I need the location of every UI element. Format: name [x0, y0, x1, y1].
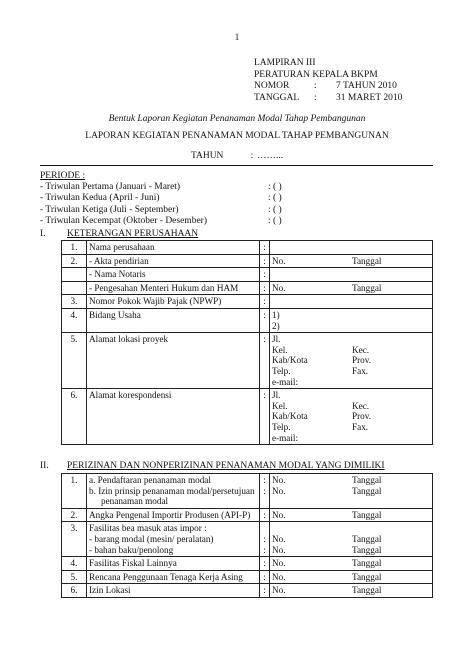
- tanggal-label: Tanggal: [352, 485, 382, 496]
- table-row: [62, 508, 433, 522]
- periode-block: [40, 171, 282, 227]
- colon-cell: :: [260, 254, 270, 268]
- kab-label: Kab/Kota: [272, 355, 308, 366]
- kel-label: Kel.: [272, 400, 288, 411]
- lampiran-line1: LAMPIRAN III: [254, 58, 316, 68]
- row-label: Rencana Penggunaan Tenaga Kerja Asing: [87, 570, 260, 584]
- kec-label: Kec.: [352, 344, 370, 355]
- row-number: 1.: [62, 241, 87, 255]
- value-cell[interactable]: [270, 570, 433, 584]
- prov-label: Prov.: [352, 411, 372, 422]
- periode-item-text: - Triwulan Kedua (April - Juni): [40, 193, 160, 204]
- colon-cell: :: [260, 389, 270, 445]
- fasilitas-label: Fasilitas bea masuk atas impor :: [89, 523, 207, 534]
- row-number: 2.: [62, 508, 87, 522]
- tanggal-colon: :: [314, 92, 317, 103]
- bidang-2: 2): [272, 320, 280, 331]
- table-row: [62, 389, 433, 445]
- empty-cell: [62, 268, 87, 282]
- tanggal-label: Tanggal: [352, 533, 382, 544]
- row-number: 2.: [62, 254, 87, 268]
- row-number: 5.: [62, 570, 87, 584]
- fasilitas-sub2: - bahan baku/penolong: [89, 544, 174, 555]
- section1-title: KETERANGAN PERUSAHAAN: [67, 229, 199, 239]
- colon-cell: : :: [260, 474, 270, 509]
- row-label: - Nama Notaris: [87, 268, 260, 282]
- tanggal-label: TANGGAL: [254, 92, 300, 103]
- nomor-colon: :: [314, 81, 317, 91]
- lampiran-line2: PERATURAN KEPALA BKPM: [254, 69, 378, 80]
- row-number: 1.: [62, 474, 87, 509]
- item-a: a. Pendaftaran penanaman modal: [89, 475, 211, 485]
- periode-checkbox[interactable]: : ( ): [268, 215, 282, 226]
- table-row: [62, 474, 433, 509]
- periode-item: [40, 182, 282, 193]
- colon-cell: :: [260, 508, 270, 522]
- table-row: [62, 295, 433, 309]
- row-label: [87, 474, 260, 509]
- tanggal-label: Tanggal: [352, 282, 382, 293]
- section1-number: I.: [40, 229, 46, 239]
- value-cell[interactable]: [270, 254, 433, 268]
- nomor-value: 7 TAHUN 2010: [336, 81, 397, 91]
- fasilitas-sub1: - barang modal (mesin/ peralatan): [89, 533, 214, 544]
- row-number: 5.: [62, 333, 87, 389]
- colon-cell: :: [260, 268, 270, 282]
- address-cell[interactable]: [270, 389, 433, 445]
- periode-item-text: - Triwulan Pertama (Januari - Maret): [40, 182, 181, 193]
- value-cell[interactable]: [270, 508, 433, 522]
- no-label: No.: [272, 558, 286, 569]
- kec-label: Kec.: [352, 400, 370, 411]
- page-number: 1: [234, 32, 240, 42]
- jl-label: Jl.: [272, 390, 281, 401]
- row-label: Izin Lokasi: [87, 584, 260, 598]
- row-label: Bidang Usaha: [87, 308, 260, 332]
- jl-label: Jl.: [272, 334, 281, 345]
- periode-item-text: - Triwulan Ketiga (Juli - September): [40, 204, 179, 215]
- no-label: No.: [272, 282, 286, 293]
- no-label: No.: [272, 509, 286, 520]
- no-label: No.: [272, 571, 286, 582]
- colon-cell: : :: [260, 522, 270, 557]
- table-row: [62, 254, 433, 268]
- colon-cell: :: [260, 570, 270, 584]
- periode-checkbox[interactable]: : ( ): [268, 182, 282, 193]
- row-label: Alamat lokasi proyek: [87, 333, 260, 389]
- value-cell[interactable]: [270, 295, 433, 309]
- table-row: [62, 308, 433, 332]
- table-row: [62, 584, 433, 598]
- tanggal-label: Tanggal: [352, 558, 382, 569]
- tanggal-label: Tanggal: [352, 255, 382, 266]
- tanggal-label: Tanggal: [352, 571, 382, 582]
- telp-label: Telp.: [272, 365, 291, 376]
- tanggal-label: Tanggal: [352, 585, 382, 596]
- periode-item: [40, 193, 282, 204]
- colon-cell: :: [260, 281, 270, 295]
- row-number: 3.: [62, 522, 87, 557]
- tanggal-label: Tanggal: [352, 509, 382, 520]
- colon-cell: :: [260, 557, 270, 571]
- colon-cell: :: [260, 308, 270, 332]
- colon-cell: :: [260, 241, 270, 255]
- no-label: No.: [272, 533, 286, 544]
- tanggal-label: Tanggal: [352, 544, 382, 555]
- no-label: No.: [272, 544, 286, 555]
- tanggal-value: 31 MARET 2010: [336, 92, 403, 103]
- row-label: Angka Pengenal Importir Produsen (API-P): [87, 508, 260, 522]
- periode-checkbox[interactable]: : ( ): [268, 204, 282, 215]
- address-cell[interactable]: [270, 333, 433, 389]
- no-label: No.: [272, 585, 286, 596]
- email-label: e-mail:: [272, 376, 299, 387]
- nomor-label: NOMOR: [254, 81, 290, 91]
- value-cell[interactable]: [270, 281, 433, 295]
- item-b: b. Izin prinsip penanaman modal/persetujuan penanaman modal: [89, 485, 255, 507]
- lampiran-nomor: [254, 81, 402, 93]
- report-title: LAPORAN KEGIATAN PENANAMAN MODAL TAHAP PEMBANGUNAN: [85, 131, 389, 141]
- table-row: [62, 522, 433, 557]
- tahun-label: TAHUN: [190, 151, 224, 161]
- row-number: 4.: [62, 308, 87, 332]
- periode-label: PERIODE :: [40, 171, 86, 181]
- lampiran-tanggal: [254, 93, 402, 105]
- row-label: Nomor Pokok Wajib Pajak (NPWP): [87, 295, 260, 309]
- colon-cell: :: [260, 584, 270, 598]
- row-number: 4.: [62, 557, 87, 571]
- value-cell[interactable]: [270, 522, 433, 557]
- value-cell[interactable]: [270, 308, 433, 332]
- no-label: No.: [272, 475, 286, 485]
- section1-heading: [40, 229, 198, 239]
- kab-label: Kab/Kota: [272, 411, 308, 422]
- periode-item: [40, 216, 282, 227]
- prov-label: Prov.: [352, 355, 372, 366]
- no-label: No.: [272, 255, 286, 266]
- table-row: [62, 241, 433, 255]
- section2-number: II.: [40, 461, 49, 471]
- tahun-colon: :: [250, 151, 254, 161]
- row-number: 6.: [62, 389, 87, 445]
- table-row: [62, 570, 433, 584]
- row-number: 6.: [62, 584, 87, 598]
- lampiran-block: [254, 58, 402, 104]
- row-label: Fasilitas Fiskal Lainnya: [87, 557, 260, 571]
- value-cell[interactable]: [270, 584, 433, 598]
- row-label: - Akta pendirian: [87, 254, 260, 268]
- colon-cell: :: [260, 295, 270, 309]
- divider-top: [40, 165, 433, 166]
- tahun-value: ……...: [256, 151, 284, 161]
- no-label: No.: [272, 485, 286, 496]
- colon-cell: :: [260, 333, 270, 389]
- row-label: Alamat korespondensi: [87, 389, 260, 445]
- section2-title: PERIZINAN DAN NONPERIZINAN PENANAMAN MODAL YANG DIMILIKI: [67, 461, 385, 471]
- periode-item-text: - Triwulan Kecempat (Oktober - Desember): [40, 215, 207, 226]
- row-number: 3.: [62, 295, 87, 309]
- table-row: [62, 268, 433, 282]
- table-row: [62, 281, 433, 295]
- empty-cell: [62, 281, 87, 295]
- periode-checkbox[interactable]: : ( ): [268, 193, 282, 204]
- tanggal-label: Tanggal: [352, 475, 382, 485]
- value-cell[interactable]: [270, 557, 433, 571]
- row-label: Nama perusahaan: [87, 241, 260, 255]
- kel-label: Kel.: [272, 344, 288, 355]
- telp-label: Telp.: [272, 421, 291, 432]
- fax-label: Fax.: [352, 365, 369, 376]
- row-label: [87, 522, 260, 557]
- email-label: e-mail:: [272, 432, 299, 443]
- value-cell[interactable]: [270, 268, 433, 282]
- row-label: - Pengesahan Menteri Hukum dan HAM: [87, 281, 260, 295]
- table-row: [62, 333, 433, 389]
- periode-item: [40, 205, 282, 216]
- table-row: [62, 557, 433, 571]
- permits-table: [61, 473, 433, 598]
- section2-heading: [40, 461, 385, 471]
- value-cell[interactable]: [270, 241, 433, 255]
- fax-label: Fax.: [352, 421, 369, 432]
- company-info-table: [61, 240, 433, 445]
- tahun-line: [0, 151, 474, 161]
- form-title: Bentuk Laporan Kegiatan Penanaman Modal Tahap Pembangunan: [108, 114, 366, 124]
- bidang-1: 1): [272, 309, 280, 320]
- value-cell[interactable]: [270, 474, 433, 509]
